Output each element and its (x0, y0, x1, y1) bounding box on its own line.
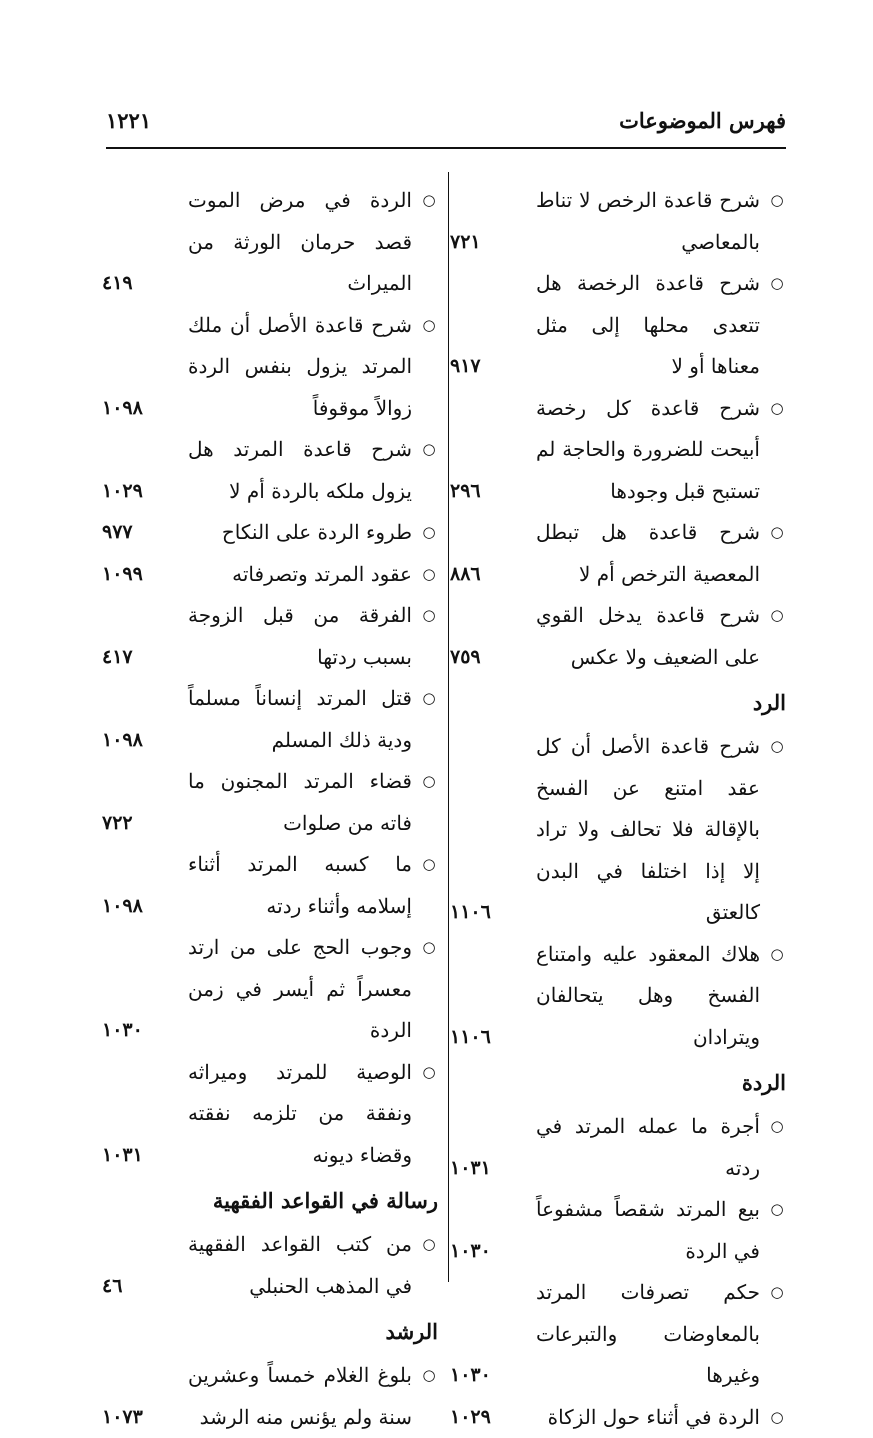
bullet-circle-icon: ○ (768, 934, 786, 976)
entry-page-number: ١٠٢٩ (102, 471, 182, 513)
entry-page-number: ١٠٩٨ (102, 720, 182, 762)
entry-page-number: ١٠٧٣ (102, 1397, 182, 1438)
entry-text: شرح قاعدة الأصل أن كل عقد امتنع عن الفسخ بالإقالة فلا تحالف ولا تراد إلا إذا اختلفا في البدن كالعتق (450, 726, 786, 934)
bullet-circle-icon: ○ (420, 429, 438, 471)
entry-text: أجرة ما عمله المرتد في ردته (450, 1106, 786, 1189)
index-entry (102, 429, 438, 512)
index-column-right (450, 180, 786, 1438)
entry-text: طروء الردة على النكاح (102, 512, 438, 554)
bullet-circle-icon: ○ (768, 180, 786, 222)
entry-page-number: ٨٨٦ (450, 554, 530, 596)
header-rule (106, 147, 786, 149)
bullet-circle-icon: ○ (420, 180, 438, 222)
bullet-circle-icon: ○ (420, 1224, 438, 1266)
bullet-circle-icon: ○ (768, 1397, 786, 1438)
bullet-circle-icon: ○ (420, 595, 438, 637)
bullet-circle-icon: ○ (768, 1189, 786, 1231)
entry-page-number: ١٠٣١ (102, 1135, 182, 1177)
entry-text: شرح قاعدة يدخل القوي على الضعيف ولا عكس (450, 595, 786, 678)
entry-page-number: ١٠٣٠ (450, 1231, 530, 1273)
page-number: ١٢٢١ (106, 108, 151, 133)
index-entry (102, 305, 438, 430)
page-header (106, 100, 786, 140)
bullet-circle-icon: ○ (768, 263, 786, 305)
index-entry (102, 1052, 438, 1177)
section-heading: الرشد (102, 1311, 438, 1353)
entry-page-number: ١١٠٦ (450, 892, 530, 934)
bullet-circle-icon: ○ (768, 595, 786, 637)
entry-text: قضاء المرتد المجنون ما فاته من صلوات (102, 761, 438, 844)
entry-text: ما كسبه المرتد أثناء إسلامه وأثناء ردته (102, 844, 438, 927)
bullet-circle-icon: ○ (420, 844, 438, 886)
entry-text: حكم تصرفات المرتد بالمعاوضات والتبرعات وغيرها (450, 1272, 786, 1397)
entry-page-number: ١٠٣٠ (102, 1010, 182, 1052)
index-entry (102, 1224, 438, 1307)
index-entry (450, 388, 786, 513)
bullet-circle-icon: ○ (420, 761, 438, 803)
entry-text: شرح قاعدة كل رخصة أبيحت للضرورة والحاجة لم تستبح قبل وجودها (450, 388, 786, 513)
entry-page-number: ٩٧٧ (102, 512, 182, 554)
index-entry (450, 726, 786, 934)
entry-text: وجوب الحج على من ارتد معسراً ثم أيسر في زمن الردة (102, 927, 438, 1052)
section-heading: رسالة في القواعد الفقهية (102, 1180, 438, 1222)
index-column-left (102, 180, 438, 1438)
page-title: فهرس الموضوعات (619, 108, 786, 133)
bullet-circle-icon: ○ (420, 554, 438, 596)
entry-page-number: ٧٥٩ (450, 637, 530, 679)
entry-text: الوصية للمرتد وميراثه ونفقة من تلزمه نفقته وقضاء ديونه (102, 1052, 438, 1177)
entry-page-number: ٩١٧ (450, 346, 530, 388)
index-entry (450, 180, 786, 263)
bullet-circle-icon: ○ (768, 512, 786, 554)
index-entry (102, 1355, 438, 1438)
entry-page-number: ٤١٧ (102, 637, 182, 679)
entry-page-number: ٤٦ (102, 1266, 182, 1308)
index-entry (102, 927, 438, 1052)
bullet-circle-icon: ○ (420, 1355, 438, 1397)
entry-page-number: ٧٢١ (450, 222, 530, 264)
bullet-circle-icon: ○ (420, 512, 438, 554)
index-entry (450, 595, 786, 678)
bullet-circle-icon: ○ (768, 388, 786, 430)
index-entry (102, 180, 438, 305)
index-entry (450, 1189, 786, 1272)
entry-page-number: ٧٢٢ (102, 803, 182, 845)
index-entry (450, 1397, 786, 1438)
bullet-circle-icon: ○ (768, 1106, 786, 1148)
entry-page-number: ١١٠٦ (450, 1017, 530, 1059)
entry-page-number: ١٠٩٩ (102, 554, 182, 596)
entry-text: عقود المرتد وتصرفاته (102, 554, 438, 596)
bullet-circle-icon: ○ (420, 1052, 438, 1094)
entry-text: الردة في مرض الموت قصد حرمان الورثة من الميراث (102, 180, 438, 305)
entry-text: شرح قاعدة الرخص لا تناط بالمعاصي (450, 180, 786, 263)
section-heading: الرد (450, 682, 786, 724)
entry-text: شرح قاعدة الرخصة هل تتعدى محلها إلى مثل معناها أو لا (450, 263, 786, 388)
entry-text: بلوغ الغلام خمساً وعشرين سنة ولم يؤنس منه الرشد (102, 1355, 438, 1438)
index-entry (102, 595, 438, 678)
entry-text: شرح قاعدة هل تبطل المعصية الترخص أم لا (450, 512, 786, 595)
entry-page-number: ١٠٢٩ (450, 1397, 530, 1438)
index-entry (102, 554, 438, 596)
entry-text: شرح قاعدة المرتد هل يزول ملكه بالردة أم لا (102, 429, 438, 512)
bullet-circle-icon: ○ (420, 927, 438, 969)
entry-text: قتل المرتد إنساناً مسلماً ودية ذلك المسلم (102, 678, 438, 761)
entry-text: بيع المرتد شقصاً مشفوعاً في الردة (450, 1189, 786, 1272)
entry-text: من كتب القواعد الفقهية في المذهب الحنبلي (102, 1224, 438, 1307)
index-entry (450, 1106, 786, 1189)
index-entry (450, 934, 786, 1059)
entry-page-number: ١٠٩٨ (102, 886, 182, 928)
column-divider (448, 172, 449, 1282)
index-entry (102, 844, 438, 927)
entry-page-number: ١٠٣٠ (450, 1355, 530, 1397)
entry-page-number: ٤١٩ (102, 263, 182, 305)
entry-text: الردة في أثناء حول الزكاة (450, 1397, 786, 1438)
entry-page-number: ٢٩٦ (450, 471, 530, 513)
bullet-circle-icon: ○ (768, 726, 786, 768)
entry-page-number: ١٠٩٨ (102, 388, 182, 430)
bullet-circle-icon: ○ (420, 678, 438, 720)
entry-text: هلاك المعقود عليه وامتناع الفسخ وهل يتحالفان ويترادان (450, 934, 786, 1059)
index-entry (102, 512, 438, 554)
index-entry (450, 512, 786, 595)
index-entry (450, 1272, 786, 1397)
index-entry (102, 678, 438, 761)
section-heading: الردة (450, 1062, 786, 1104)
entry-text: الفرقة من قبل الزوجة بسبب ردتها (102, 595, 438, 678)
index-entry (102, 761, 438, 844)
entry-text: شرح قاعدة الأصل أن ملك المرتد يزول بنفس الردة زوالاً موقوفاً (102, 305, 438, 430)
entry-page-number: ١٠٣١ (450, 1148, 530, 1190)
index-entry (450, 263, 786, 388)
bullet-circle-icon: ○ (768, 1272, 786, 1314)
bullet-circle-icon: ○ (420, 305, 438, 347)
